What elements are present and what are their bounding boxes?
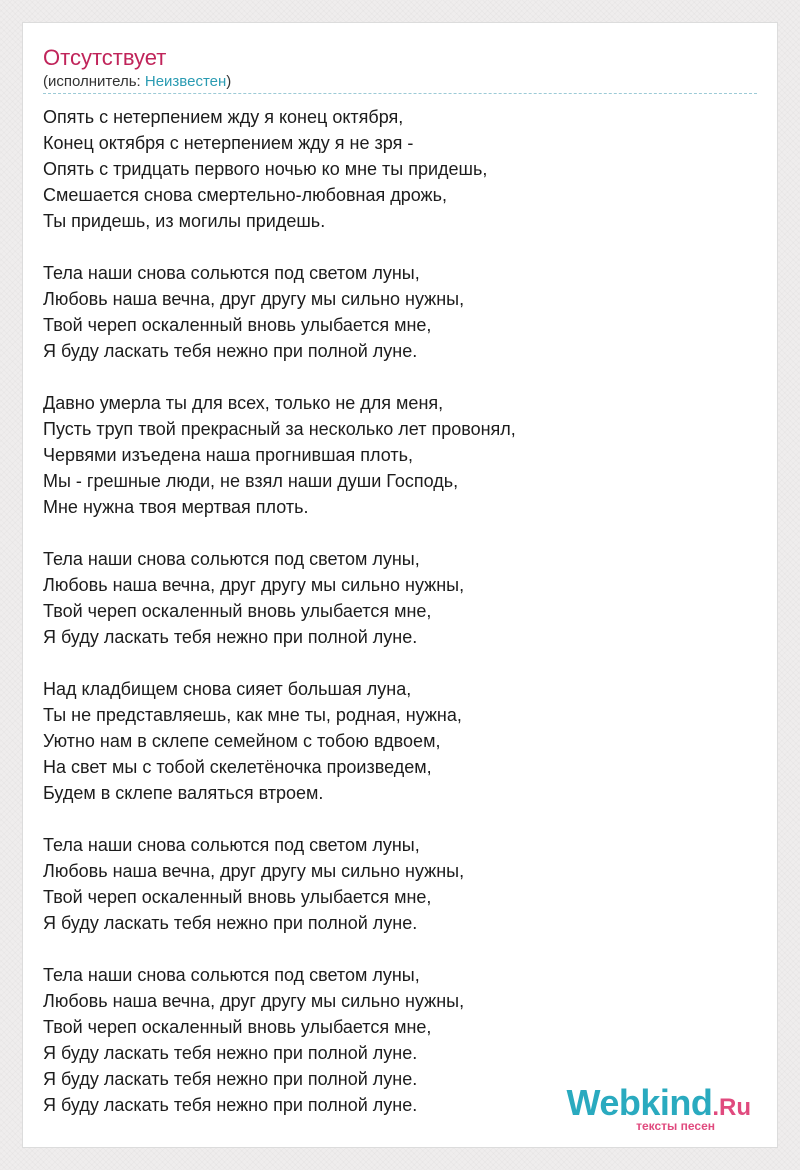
lyric-line: Пусть труп твой прекрасный за несколько лет провонял, <box>43 419 516 439</box>
lyric-line: Будем в склепе валяться втроем. <box>43 783 324 803</box>
lyric-line: Любовь наша вечна, друг другу мы сильно нужны, <box>43 575 465 595</box>
lyric-line: Твой череп оскаленный вновь улыбается мне, <box>43 601 432 621</box>
title-divider <box>43 93 757 94</box>
lyric-line: Я буду ласкать тебя нежно при полной луне. <box>43 1069 418 1089</box>
lyric-line: На свет мы с тобой скелетёночка произведем, <box>43 757 432 777</box>
lyric-line: Тела наши снова сольются под светом луны, <box>43 263 420 283</box>
lyric-line: Мы - грешные люди, не взял наши души Господь, <box>43 471 459 491</box>
song-title: Отсутствует <box>43 45 167 70</box>
webkind-logo[interactable] <box>561 1082 751 1133</box>
lyric-line: Давно умерла ты для всех, только не для меня, <box>43 393 444 413</box>
lyric-line: Любовь наша вечна, друг другу мы сильно нужны, <box>43 289 465 309</box>
artist-link[interactable]: Неизвестен <box>144 73 227 90</box>
lyrics-stanza <box>43 676 743 806</box>
lyric-line: Тела наши снова сольются под светом луны, <box>43 965 420 985</box>
lyric-line: Твой череп оскаленный вновь улыбается мне, <box>43 1017 432 1037</box>
lyric-line: Червями изъедена наша прогнившая плоть, <box>43 445 413 465</box>
lyric-line: Конец октября с нетерпением жду я не зря - <box>43 133 414 153</box>
lyric-line: Ты придешь, из могилы придешь. <box>43 211 326 231</box>
lyric-line: Твой череп оскаленный вновь улыбается мне, <box>43 887 432 907</box>
logo-domain: .Ru <box>712 1094 751 1121</box>
artist-line <box>43 73 231 91</box>
lyrics-stanza <box>43 832 743 936</box>
lyrics-card <box>22 22 778 1148</box>
lyric-line: Я буду ласкать тебя нежно при полной луне. <box>43 1095 418 1115</box>
lyrics-stanza <box>43 260 743 364</box>
logo-tagline: тексты песен <box>636 1119 715 1133</box>
lyric-line: Любовь наша вечна, друг другу мы сильно нужны, <box>43 861 465 881</box>
lyric-line: Твой череп оскаленный вновь улыбается мне, <box>43 315 432 335</box>
lyric-line: Я буду ласкать тебя нежно при полной луне. <box>43 913 418 933</box>
lyric-line: Опять с тридцать первого ночью ко мне ты придешь, <box>43 159 488 179</box>
lyrics-stanza <box>43 104 743 234</box>
logo-name: Webkind <box>566 1082 713 1123</box>
lyric-line: Смешается снова смертельно-любовная дрожь, <box>43 185 447 205</box>
lyric-line: Любовь наша вечна, друг другу мы сильно нужны, <box>43 991 465 1011</box>
lyric-line: Ты не представляешь, как мне ты, родная, нужна, <box>43 705 462 725</box>
lyric-line: Уютно нам в склепе семейном с тобою вдвоем, <box>43 731 441 751</box>
lyric-line: Опять с нетерпением жду я конец октября, <box>43 107 404 127</box>
lyric-line: Я буду ласкать тебя нежно при полной луне. <box>43 1043 418 1063</box>
artist-prefix: (исполнитель: <box>43 73 145 90</box>
lyrics-text <box>43 104 743 1118</box>
lyric-line: Над кладбищем снова сияет большая луна, <box>43 679 412 699</box>
lyrics-stanza <box>43 390 743 520</box>
artist-suffix: ) <box>226 73 232 90</box>
lyric-line: Я буду ласкать тебя нежно при полной луне. <box>43 341 418 361</box>
lyrics-stanza <box>43 546 743 650</box>
lyric-line: Я буду ласкать тебя нежно при полной луне. <box>43 627 418 647</box>
lyric-line: Тела наши снова сольются под светом луны, <box>43 835 420 855</box>
lyric-line: Тела наши снова сольются под светом луны, <box>43 549 420 569</box>
lyric-line: Мне нужна твоя мертвая плоть. <box>43 497 309 517</box>
